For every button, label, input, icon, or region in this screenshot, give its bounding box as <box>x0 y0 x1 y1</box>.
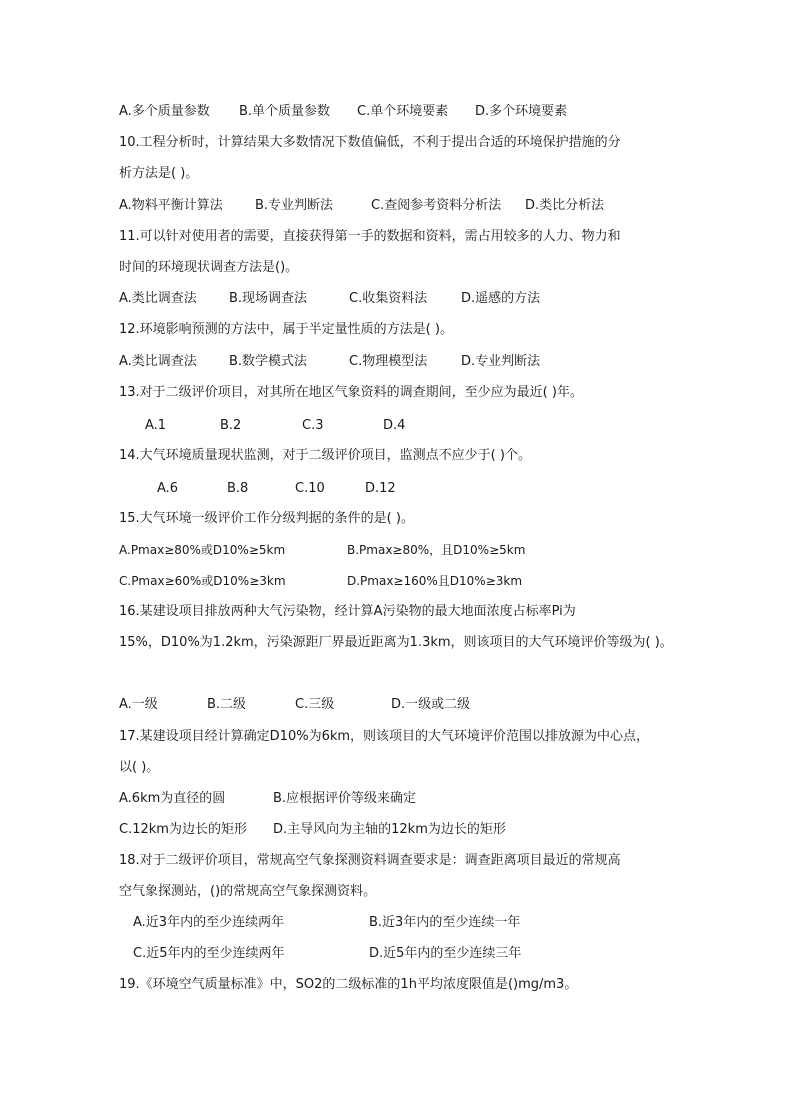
question-10-stem-2: 析方法是( )。 <box>119 166 199 181</box>
option-c: C.单个环境要素 <box>357 104 449 119</box>
question-19-stem: 19.《环境空气质量标准》中，SO2的二级标准的1h平均浓度限值是()mg/m3。 <box>119 977 578 992</box>
option-b: B.现场调查法 <box>229 291 308 306</box>
question-16-stem-2: 15%，D10%为1.2km，污染源距厂界最近距离为1.3km，则该项目的大气环境评价等级为( )。 <box>119 635 673 650</box>
option-c: C.三级 <box>295 697 335 712</box>
option-d: D.遥感的方法 <box>461 291 541 306</box>
option-d: D.4 <box>383 418 406 433</box>
option-d: D.专业判断法 <box>461 354 541 369</box>
option-c: C.近5年内的至少连续两年 <box>133 946 285 961</box>
option-b: B.8 <box>227 481 249 496</box>
option-b: B.单个质量参数 <box>239 104 331 119</box>
option-c: C.Pmax≥60%或D10%≥3km <box>119 574 286 588</box>
option-a: A.一级 <box>119 697 158 712</box>
option-a: A.1 <box>145 418 167 433</box>
question-17-stem-1: 17.某建设项目经计算确定D10%为6km，则该项目的大气环境评价范围以排放源为中心点， <box>119 729 650 744</box>
question-15-stem: 15.大气环境一级评价工作分级判据的条件的是( )。 <box>119 511 414 526</box>
question-18-stem-2: 空气象探测站，()的常规高空气象探测资料。 <box>119 884 377 899</box>
question-14-stem: 14.大气环境质量现状监测，对于二级评价项目，监测点不应少于( )个。 <box>119 448 531 463</box>
option-d: D.多个环境要素 <box>475 104 568 119</box>
option-b: B.应根据评价等级来确定 <box>273 791 417 806</box>
option-b: B.数学模式法 <box>229 354 308 369</box>
option-a: A.6km为直径的圆 <box>119 791 226 806</box>
question-12-stem: 12.环境影响预测的方法中，属于半定量性质的方法是( )。 <box>119 322 453 337</box>
option-d: D.一级或二级 <box>391 697 471 712</box>
question-11-stem-1: 11.可以针对使用者的需要，直接获得第一手的数据和资料，需占用较多的人力、物力和 <box>119 229 621 244</box>
option-d: D.12 <box>365 481 396 496</box>
option-b: B.近3年内的至少连续一年 <box>369 915 521 930</box>
question-11-stem-2: 时间的环境现状调查方法是()。 <box>119 260 299 275</box>
option-d: D.近5年内的至少连续三年 <box>369 946 522 961</box>
question-17-stem-2: 以( )。 <box>119 760 160 775</box>
option-c: C.10 <box>295 481 325 496</box>
question-10-stem-1: 10.工程分析时，计算结果大多数情况下数值偏低，不利于提出合适的环境保护措施的分 <box>119 135 621 150</box>
option-a: A.Pmax≥80%或D10%≥5km <box>119 543 286 557</box>
option-c: C.收集资料法 <box>349 291 428 306</box>
option-b: B.专业判断法 <box>255 198 334 213</box>
option-a: A.多个质量参数 <box>119 104 210 119</box>
option-d: D.主导风向为主轴的12km为边长的矩形 <box>273 822 506 837</box>
question-18-stem-1: 18.对于二级评价项目，常规高空气象探测资料调查要求是：调查距离项目最近的常规高 <box>119 853 621 868</box>
option-a: A.物料平衡计算法 <box>119 198 223 213</box>
option-b: B.2 <box>220 418 242 433</box>
question-13-stem: 13.对于二级评价项目，对其所在地区气象资料的调查期间，至少应为最近( )年。 <box>119 385 583 400</box>
option-c: C.物理模型法 <box>349 354 428 369</box>
option-a: A.近3年内的至少连续两年 <box>133 915 285 930</box>
option-b: B.二级 <box>207 697 247 712</box>
option-b: B.Pmax≥80%，且D10%≥5km <box>347 543 526 557</box>
option-a: A.类比调查法 <box>119 354 197 369</box>
option-a: A.6 <box>157 481 179 496</box>
option-c: C.3 <box>302 418 324 433</box>
option-a: A.类比调查法 <box>119 291 197 306</box>
option-c: C.12km为边长的矩形 <box>119 822 247 837</box>
option-d: D.类比分析法 <box>525 198 605 213</box>
option-c: C.查阅参考资料分析法 <box>371 198 502 213</box>
question-16-stem-1: 16.某建设项目排放两种大气污染物，经计算A污染物的最大地面浓度占标率Pi为 <box>119 604 576 619</box>
option-d: D.Pmax≥160%且D10%≥3km <box>347 574 523 588</box>
